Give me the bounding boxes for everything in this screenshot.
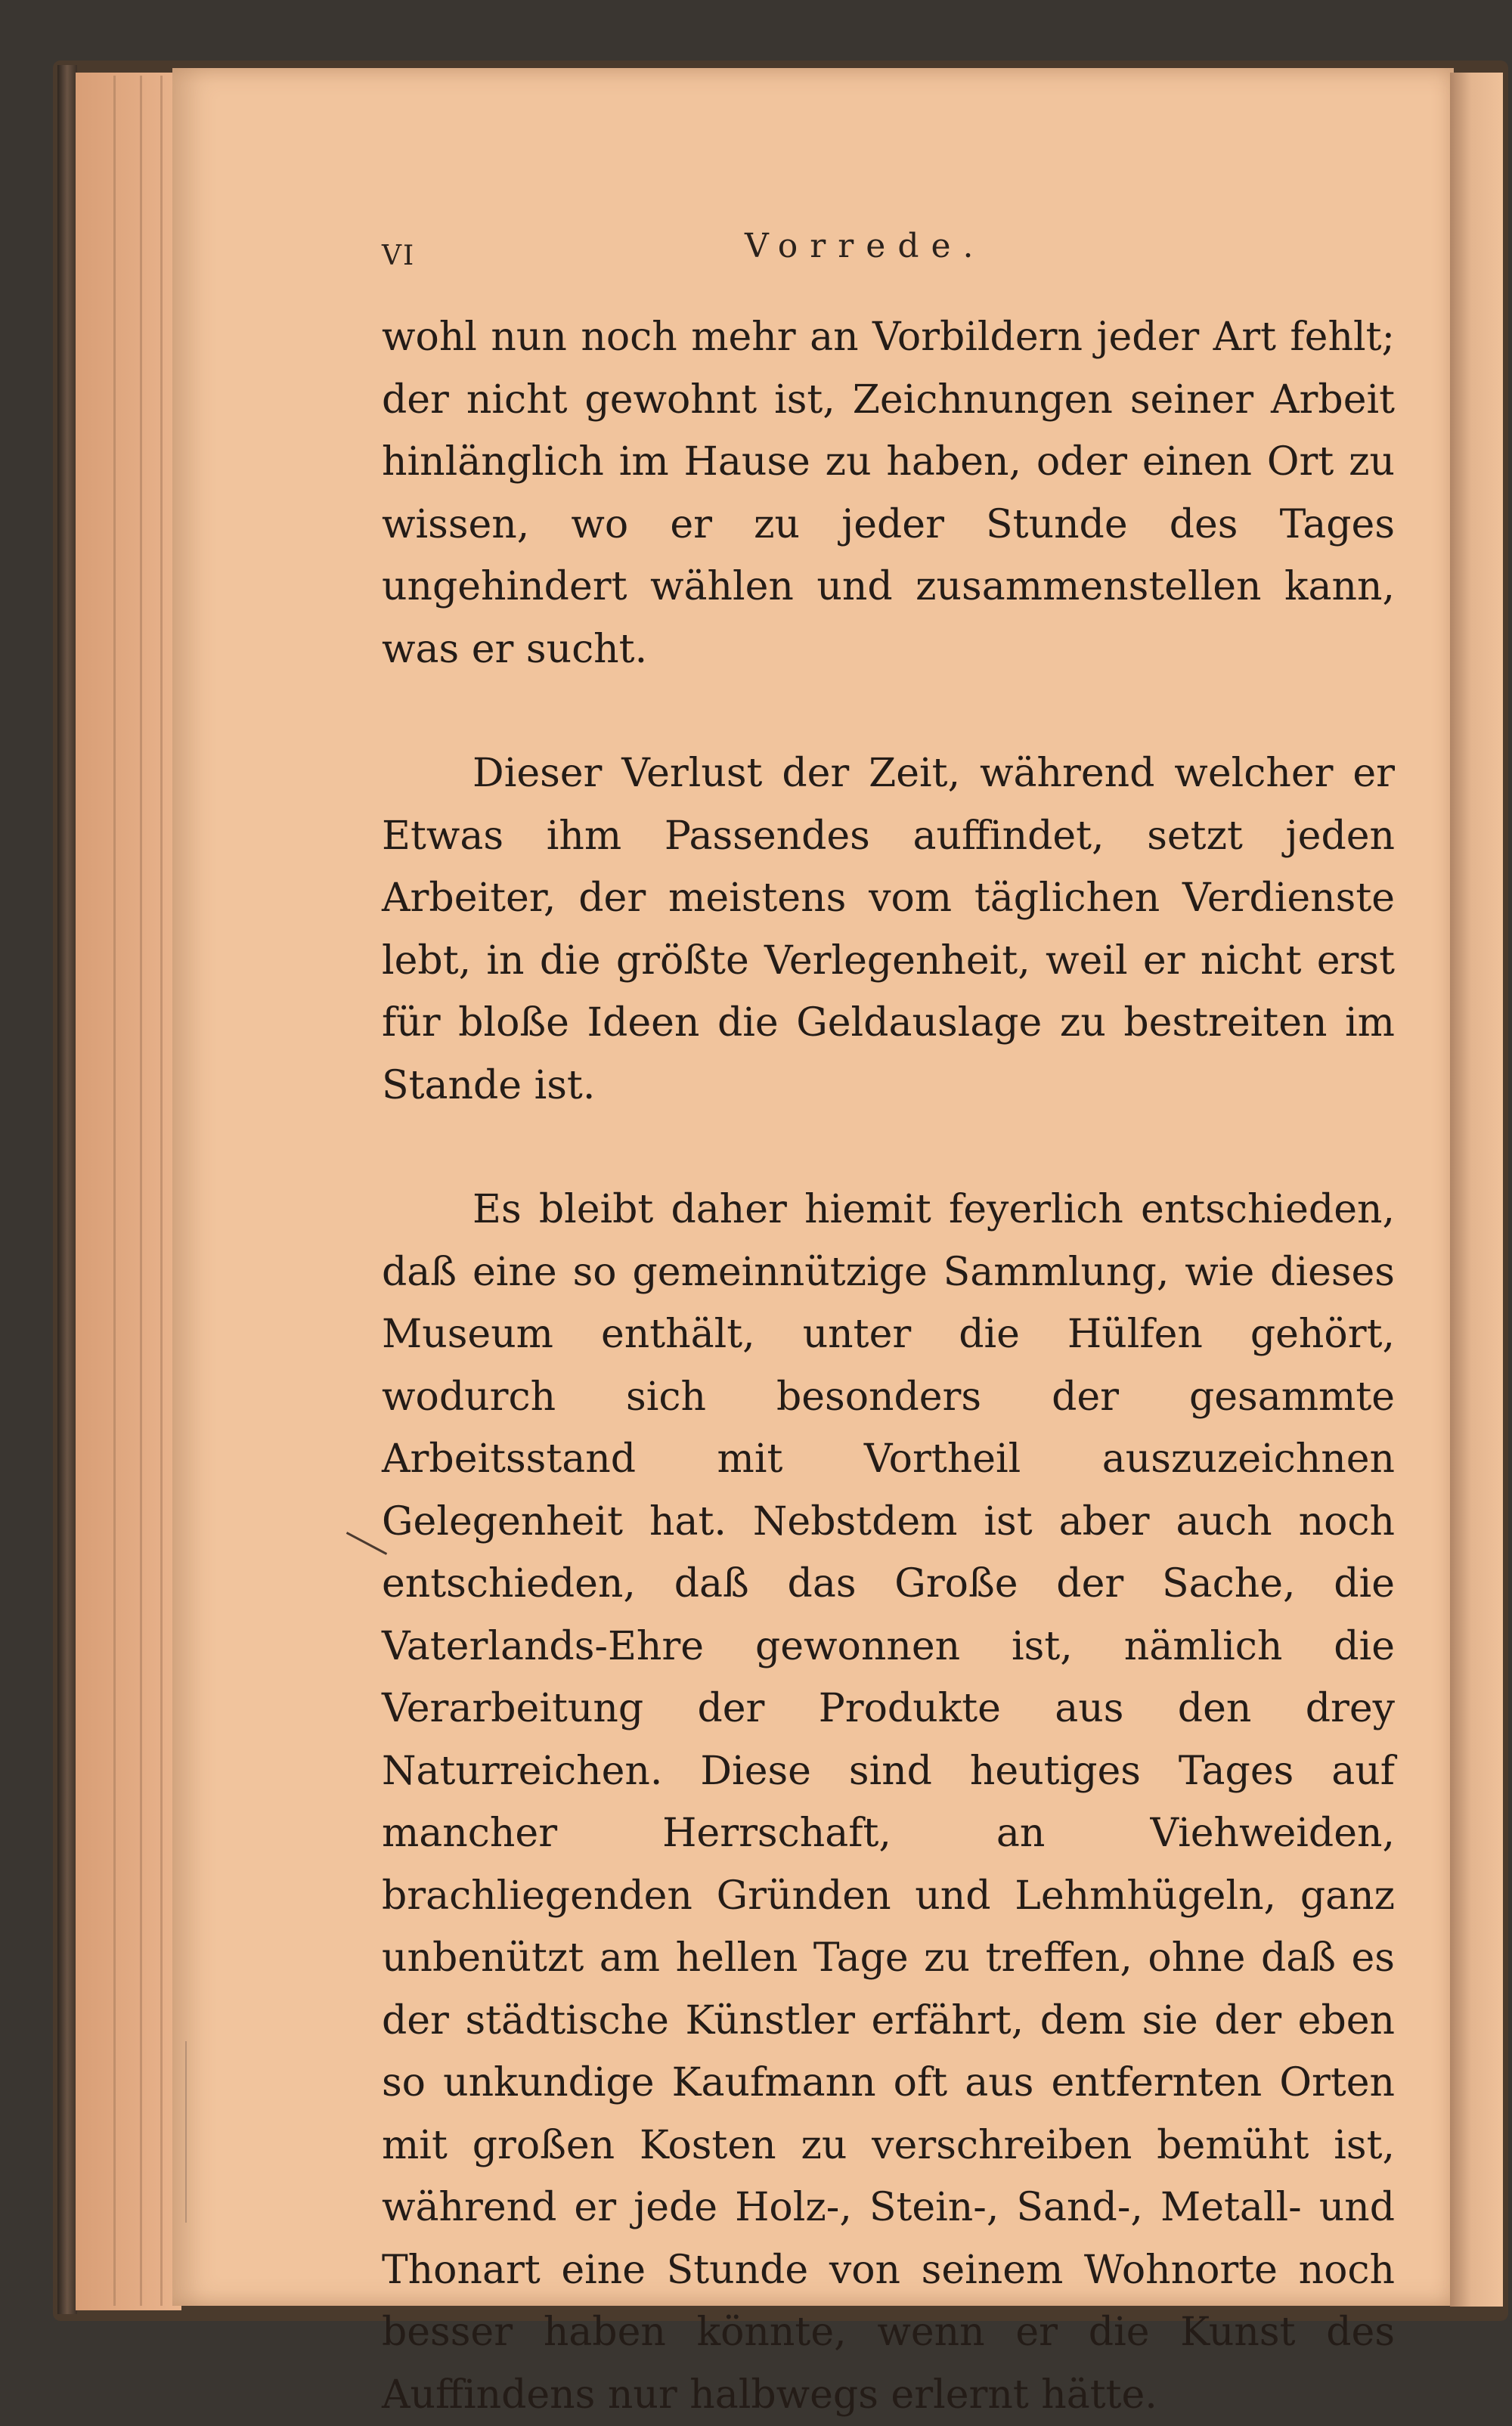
edge-stamp-mark: [185, 2041, 203, 2223]
paragraph: wohl nun noch mehr an Vorbildern jeder Art fehlt; der nicht gewohnt ist, Zeichnungen seiner Arbeit hinlänglich im Hause zu haben, oder einen Ort zu wissen, wo er zu jeder Stunde des Tages ungehindert wählen und zusammenstellen kann, was er sucht.: [382, 314, 1395, 672]
page-number: VI: [382, 240, 416, 271]
page-edges: [76, 73, 181, 2310]
running-head: Vorrede.: [745, 227, 986, 265]
page-edge-line: [140, 76, 142, 2306]
page-edge-line: [113, 76, 116, 2306]
page-edge-line: [160, 76, 163, 2306]
paragraph: Dieser Verlust der Zeit, während welcher er Etwas ihm Passendes auffindet, setzt jeden Arbeiter, der meistens vom täglichen Verdienste lebt, in die größte Verlegenheit, weil er nicht erst für bloße Ideen die Geldauslage zu bestreiten im Stande ist.: [382, 751, 1395, 1108]
body-text: [382, 306, 1395, 2426]
book-spine: [57, 65, 77, 2314]
facing-page-edge: [1450, 73, 1503, 2307]
paragraph: Es bleibt daher hiemit feyerlich entschieden, daß eine so gemeinnützige Sammlung, wie dieses Museum enthält, unter die Hülfen gehört, wodurch sich besonders der gesammte Arbeitsstand mit Vortheil auszuzeichnen Gelegenheit hat. Nebstdem ist aber auch noch entschieden, daß das Große der Sache, die Vaterlands-Ehre gewonnen ist, nämlich die Verarbeitung der Produkte aus den drey Naturreichen. Diese sind heutiges Tages auf mancher Herrschaft, an Viehweiden, brachliegenden Gründen und Lehmhügeln, ganz unbenützt am hellen Tage zu treffen, ohne daß es der städtische Künstler erfährt, dem sie der eben so unkundige Kaufmann oft aus entfernten Orten mit großen Kosten zu verschreiben bemüht ist, während er jede Holz-, Stein-, Sand-, Metall- und Thonart eine Stunde von seinem Wohnorte noch besser haben könnte, wenn er die Kunst des Auffindens nur halbwegs erlernt hätte.: [382, 1187, 1395, 2418]
